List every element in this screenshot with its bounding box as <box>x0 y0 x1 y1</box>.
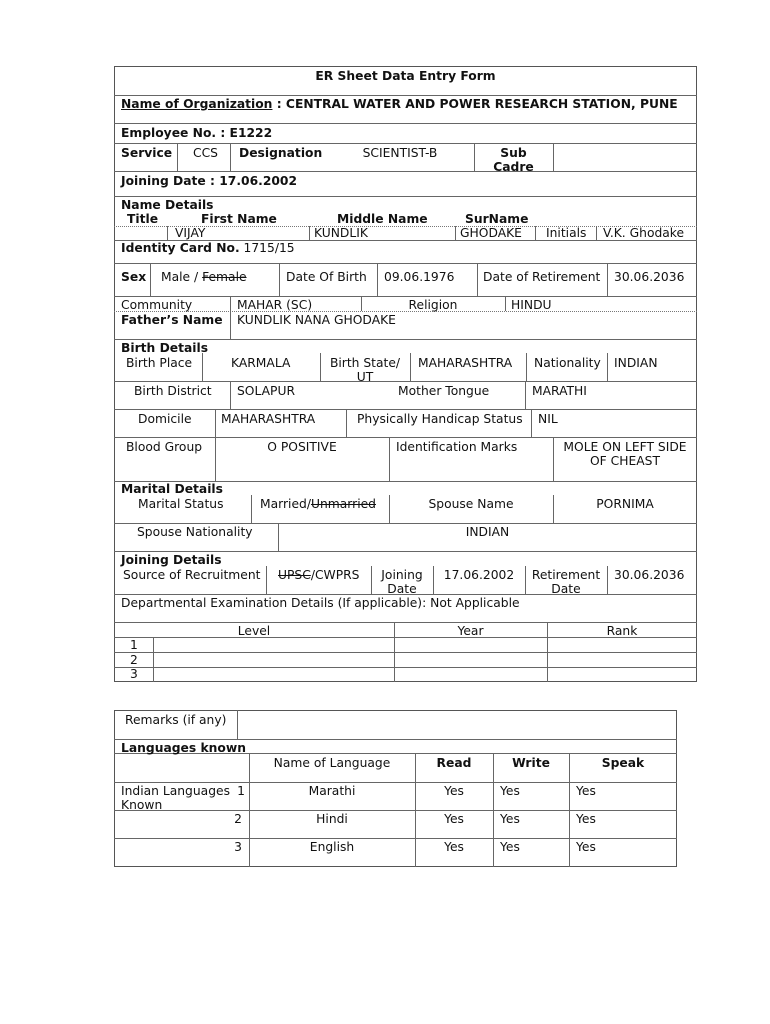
divider <box>114 143 697 144</box>
divider <box>525 381 526 409</box>
designation-label: Designation <box>239 146 323 160</box>
dor-value: 30.06.2036 <box>614 270 685 284</box>
dor-label: Date of Retirement <box>483 270 601 284</box>
service-label: Service <box>121 146 173 160</box>
lang-row-write: Yes <box>500 784 520 798</box>
joining-details-heading: Joining Details <box>121 553 222 567</box>
divider <box>346 409 347 437</box>
birth-state-label-line1: Birth State/ <box>329 356 401 370</box>
divider <box>114 667 697 668</box>
lang-row-speak: Yes <box>576 784 596 798</box>
header-middle-name: Middle Name <box>337 212 428 226</box>
middle-name-value: KUNDLIK <box>314 226 368 240</box>
divider <box>531 409 532 437</box>
sex-female: Female <box>202 270 247 284</box>
divider <box>167 226 168 240</box>
birth-state-value: MAHARASHTRA <box>418 356 513 370</box>
divider <box>114 95 697 96</box>
indian-languages-line2: Known <box>121 798 163 812</box>
departmental-exam-text: Departmental Examination Details (If applicable): Not Applicable <box>121 596 520 610</box>
spouse-name-label: Spouse Name <box>428 497 514 511</box>
remarks-label: Remarks (if any) <box>125 713 227 727</box>
divider <box>230 143 231 171</box>
subcadre-label-line2: Cadre <box>493 160 534 174</box>
identification-marks-label: Identification Marks <box>396 440 518 454</box>
divider <box>114 437 697 438</box>
exam-header-rank: Rank <box>606 624 638 638</box>
lang-row-number: 1 <box>237 784 245 798</box>
sex-male: Male / <box>161 270 203 284</box>
divider <box>607 263 608 296</box>
birth-state-label <box>320 356 410 384</box>
joining-date-label <box>371 568 433 596</box>
birth-state-label-line2: UT <box>356 370 374 384</box>
divider <box>150 263 151 296</box>
nationality-label: Nationality <box>534 356 601 370</box>
indian-languages-label <box>121 784 230 812</box>
exam-row-number: 2 <box>130 653 138 667</box>
remarks-field[interactable] <box>238 711 676 738</box>
birth-place-value: KARMALA <box>231 356 291 370</box>
identification-marks-value <box>553 440 697 468</box>
exam-row-number: 3 <box>130 667 138 681</box>
divider <box>596 226 597 240</box>
divider <box>114 739 677 740</box>
retirement-date-label-line2: Date <box>551 582 581 596</box>
domicile-label: Domicile <box>138 412 192 426</box>
lang-row-write: Yes <box>500 840 520 854</box>
first-name-value: VIJAY <box>175 226 206 240</box>
birth-details-heading: Birth Details <box>121 341 209 355</box>
subcadre-label-line1: Sub <box>500 146 527 160</box>
divider <box>251 495 252 523</box>
divider <box>607 566 608 594</box>
married: Married/ <box>260 497 311 511</box>
handicap-label: Physically Handicap Status <box>357 412 523 426</box>
marital-status-label: Marital Status <box>138 497 224 511</box>
service-value: CCS <box>193 146 218 160</box>
lang-row-speak: Yes <box>576 840 596 854</box>
divider <box>505 296 506 311</box>
lang-row-name: English <box>309 840 355 854</box>
retirement-date-label <box>525 568 607 596</box>
blood-group-label: Blood Group <box>126 440 203 454</box>
indian-languages-line1: Indian Languages <box>121 784 230 798</box>
divider <box>230 296 231 339</box>
initials-value: V.K. Ghodake <box>603 226 685 240</box>
name-details-heading: Name Details <box>121 198 214 212</box>
organization-value: : CENTRAL WATER AND POWER RESEARCH STATION, PUNE <box>276 97 678 111</box>
organization-row <box>121 97 678 111</box>
divider <box>309 226 310 240</box>
nationality-value: INDIAN <box>614 356 658 370</box>
divider <box>114 339 697 340</box>
divider <box>493 753 494 867</box>
divider <box>266 566 267 594</box>
lang-header-name: Name of Language <box>273 756 391 770</box>
source-of-recruitment-value <box>278 568 359 582</box>
divider <box>114 838 677 839</box>
spouse-nationality-label: Spouse Nationality <box>137 525 253 539</box>
form-title: ER Sheet Data Entry Form <box>315 69 496 83</box>
divider <box>114 123 697 124</box>
languages-heading: Languages known <box>121 741 246 755</box>
lang-row-name: Marathi <box>308 784 356 798</box>
sex-label: Sex <box>121 270 147 284</box>
header-surname: SurName <box>465 212 529 226</box>
surname-value: GHODAKE <box>460 226 522 240</box>
divider <box>114 523 697 524</box>
identification-marks-line1: MOLE ON LEFT SIDE <box>563 440 687 454</box>
upsc: UPSC <box>278 568 311 582</box>
employee-number: Employee No. : E1222 <box>121 126 273 140</box>
exam-row-number: 1 <box>130 638 138 652</box>
cwprs: /CWPRS <box>310 568 360 582</box>
divider <box>114 263 697 264</box>
dob-value: 09.06.1976 <box>384 270 455 284</box>
spouse-nationality-value: INDIAN <box>465 525 510 539</box>
divider <box>215 409 216 437</box>
joining-date-value: 17.06.2002 <box>443 568 515 582</box>
mother-tongue-label: Mother Tongue <box>398 384 490 398</box>
birth-district-label: Birth District <box>134 384 212 398</box>
mother-tongue-value: MARATHI <box>532 384 587 398</box>
divider <box>114 652 697 653</box>
divider <box>114 296 697 297</box>
divider <box>569 753 570 867</box>
joining-date-label-line1: Joining <box>381 568 423 582</box>
unmarried: Unmarried <box>310 497 376 511</box>
divider <box>377 263 378 296</box>
handicap-value: NIL <box>538 412 558 426</box>
exam-header-year: Year <box>457 624 484 638</box>
joining-date-label-line2: Date <box>387 582 417 596</box>
religion-label: Religion <box>408 298 458 312</box>
divider <box>389 437 390 481</box>
marital-status-value <box>260 497 376 511</box>
community-value: MAHAR (SC) <box>237 298 313 312</box>
lang-row-name: Hindi <box>316 812 348 826</box>
divider <box>553 143 554 171</box>
header-first-name: First Name <box>201 212 277 226</box>
religion-value: HINDU <box>511 298 552 312</box>
divider <box>410 353 411 381</box>
identity-card-value: 1715/15 <box>239 241 295 255</box>
father-name-label: Father’s Name <box>121 313 223 327</box>
lang-row-read: Yes <box>444 812 464 826</box>
divider <box>526 353 527 381</box>
birth-place-label: Birth Place <box>126 356 193 370</box>
identification-marks-line2: OF CHEAST <box>590 454 660 468</box>
divider <box>114 171 697 172</box>
divider <box>114 551 697 552</box>
designation-value: SCIENTIST-B <box>362 146 438 160</box>
lang-row-number: 3 <box>234 840 242 854</box>
lang-header-write: Write <box>512 756 550 770</box>
divider <box>177 143 178 171</box>
dob-label: Date Of Birth <box>286 270 367 284</box>
divider <box>535 226 536 240</box>
exam-header-level: Level <box>237 624 271 638</box>
divider <box>230 381 231 409</box>
source-of-recruitment-label: Source of Recruitment <box>123 568 261 582</box>
subcadre-label <box>474 146 553 174</box>
community-label: Community <box>121 298 193 312</box>
lang-row-write: Yes <box>500 812 520 826</box>
divider <box>202 353 203 381</box>
marital-details-heading: Marital Details <box>121 482 223 496</box>
spouse-name-value: PORNIMA <box>596 497 654 511</box>
father-name-value: KUNDLIK NANA GHODAKE <box>237 313 396 327</box>
divider <box>114 782 677 783</box>
identity-card-row <box>121 241 295 255</box>
joining-date: Joining Date : 17.06.2002 <box>121 174 298 188</box>
lang-row-number: 2 <box>234 812 242 826</box>
divider <box>114 409 697 410</box>
lang-row-speak: Yes <box>576 812 596 826</box>
lang-row-read: Yes <box>444 840 464 854</box>
divider <box>477 263 478 296</box>
lang-header-speak: Speak <box>601 756 645 770</box>
sex-value <box>161 270 247 284</box>
birth-district-value: SOLAPUR <box>237 384 295 398</box>
lang-header-read: Read <box>436 756 472 770</box>
domicile-value: MAHARASHTRA <box>221 412 316 426</box>
blood-group-value: O POSITIVE <box>267 440 337 454</box>
initials-label: Initials <box>546 226 587 240</box>
divider <box>279 263 280 296</box>
divider <box>114 196 697 197</box>
identity-card-label: Identity Card No. <box>121 241 240 255</box>
divider <box>455 226 456 240</box>
divider <box>607 353 608 381</box>
divider <box>153 637 154 682</box>
header-title: Title <box>127 212 159 226</box>
retirement-date-label-line1: Retirement <box>531 568 601 582</box>
lang-row-read: Yes <box>444 784 464 798</box>
divider <box>114 622 697 623</box>
organization-label: Name of Organization <box>121 97 273 111</box>
retirement-date-value: 30.06.2036 <box>614 568 685 582</box>
